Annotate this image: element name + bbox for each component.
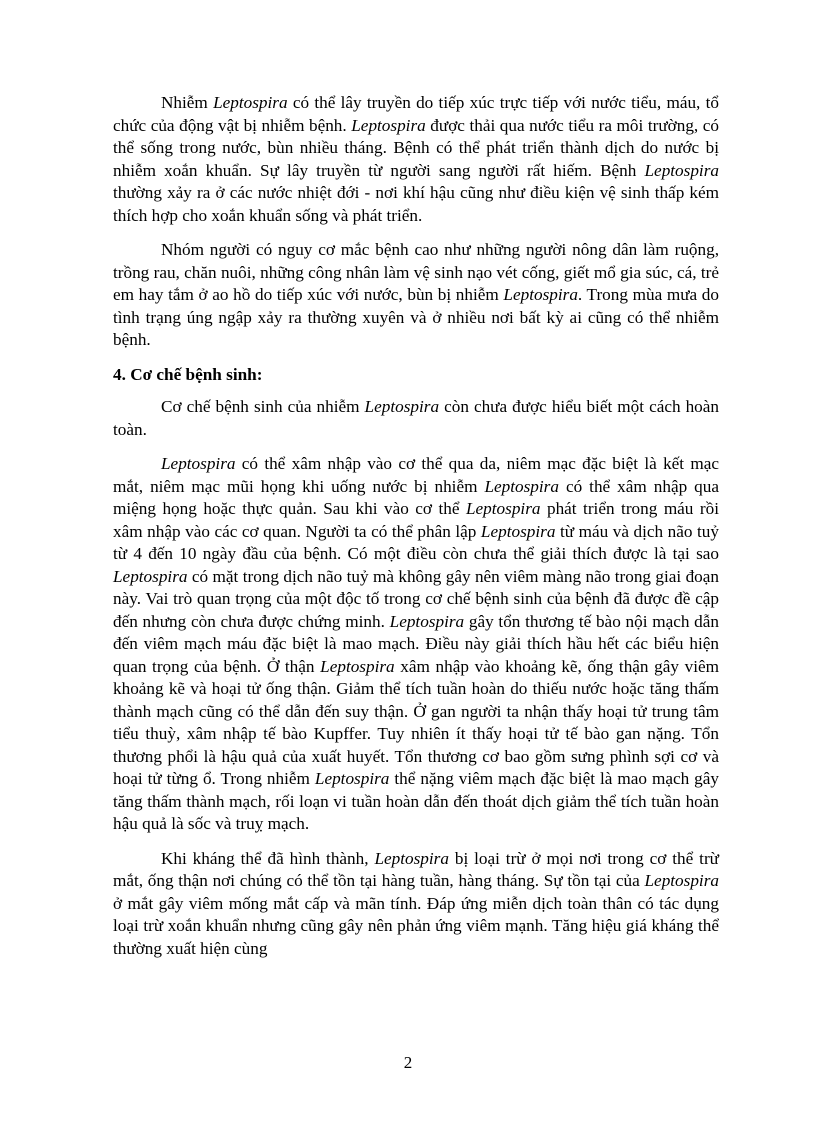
italic-term: Leptospira xyxy=(213,93,288,112)
italic-term: Leptospira xyxy=(374,848,449,868)
text-segment: thường xảy ra ở các nước nhiệt đới - nơi khí hậu cũng như điều kiện vệ sinh thấp kém thích hợp cho xoắn khuẩn sống và phát triển. xyxy=(113,183,719,225)
text-segment: xâm nhập vào khoảng kẽ, ống thận gây viêm khoảng kẽ và hoại tử ống thận. Giảm thể tích tuần hoàn do thiếu nước hoặc tăng thấm thành mạch cũng có thể dẫn đến suy thận. Ở gan người ta nhận thấy hoại tử trung tâm tiểu thuỳ, xâm nhập tế bào Kupffer. Tuy nhiên ít thấy hoại tử tế bào gan nặng. Tổn thương phổi là hậu quả của xuất huyết. Tổn thương cơ bao gồm sưng phình sợi cơ và hoại tử từng ổ. Trong nhiễm xyxy=(113,656,719,788)
text-segment: phát triển trong máu rồi xâm nhập vào các cơ quan. Người ta có thể phân lập xyxy=(113,499,719,541)
text-segment: có thể xâm nhập qua miệng họng hoặc thực quản. Sau khi vào cơ thể xyxy=(113,476,719,518)
paragraph-immune-response xyxy=(113,848,719,961)
text-segment: từ máu và dịch não tuỷ từ 4 đến 10 ngày đầu của bệnh. Có một điều còn chưa thể giải thích được là tại sao xyxy=(113,521,719,563)
italic-term: Leptospira xyxy=(113,566,188,586)
italic-term: Leptospira xyxy=(351,115,426,135)
paragraph-risk-groups xyxy=(113,239,719,352)
text-segment: thể nặng viêm mạch đặc biệt là mao mạch gây tăng thấm thành mạch, rối loạn vi tuần hoàn dẫn đến thoát dịch giảm thể tích tuần hoàn hậu quả là sốc và truỵ mạch. xyxy=(113,769,720,833)
text-segment: Cơ chế bệnh sinh của nhiễm xyxy=(161,397,365,416)
text-segment: 4. Cơ chế bệnh sinh: xyxy=(113,364,263,384)
italic-term: Leptospira xyxy=(644,871,719,890)
document-page xyxy=(113,92,719,972)
text-segment: còn chưa được hiểu biết một cách hoàn toàn. xyxy=(113,397,719,439)
text-segment: Khi kháng thể đã hình thành, xyxy=(161,848,375,868)
italic-term: Leptospira xyxy=(480,521,556,541)
paragraph-transmission xyxy=(113,92,719,227)
paragraph-pathogenesis-mechanism xyxy=(113,453,719,836)
italic-term: Leptospira xyxy=(465,499,541,518)
section-heading-pathogenesis xyxy=(113,364,719,387)
text-segment: được thải qua nước tiểu ra môi trường, có thể sống trong nước, bùn nhiều tháng. Bệnh có thể phát triển thành dịch do nước bị nhiễm xoắn khuẩn. Sự lây truyền từ người sang người rất hiếm. Bệnh xyxy=(113,115,719,180)
text-segment: gây tổn thương tế bào nội mạch dẫn đến viêm mạch máu đặc biệt là mao mạch. Điều này giải thích hầu hết các biểu hiện quan trọng của bệnh. Ở thận xyxy=(113,611,719,676)
text-segment: . Trong mùa mưa do tình trạng úng ngập xảy ra thường xuyên và ở nhiều nơi bất kỳ ai cũng có thể nhiễm bệnh. xyxy=(113,285,719,349)
text-segment: có thể xâm nhập vào cơ thể qua da, niêm mạc đặc biệt là kết mạc mắt, niêm mạc mũi họng khi uống nước bị nhiễm xyxy=(113,454,719,496)
italic-term: Leptospira xyxy=(503,285,578,304)
italic-term: Leptospira xyxy=(389,611,465,631)
text-segment: ở mắt gây viêm mống mắt cấp và mãn tính. Đáp ứng miễn dịch toàn thân có tác dụng loại trừ xoắn khuẩn nhưng cũng gây nên phản ứng viêm mạnh. Tăng hiệu giá kháng thể thường xuất hiện cùng xyxy=(113,893,719,958)
italic-term: Leptospira xyxy=(644,160,719,180)
text-segment: Nhóm người có nguy cơ mắc bệnh cao như những người nông dân làm ruộng, trồng rau, chăn nuôi, những công nhân làm vệ sinh nạo vét cống, giết mổ gia súc, cá, trẻ em hay tắm ở ao hồ do tiếp xúc với nước, bùn bị nhiễm xyxy=(113,240,719,304)
text-segment: Nhiễm xyxy=(161,93,214,112)
page-number: 2 xyxy=(403,1053,413,1072)
text-segment: có mặt trong dịch não tuỷ mà không gây nên viêm màng não trong giai đoạn này. Vai trò quan trọng của một độc tố trong cơ chế bệnh sinh của bệnh đã được đề cập đến nhưng còn chưa được chứng minh. xyxy=(113,566,719,631)
paragraph-pathogenesis-intro xyxy=(113,396,719,441)
text-segment: có thể lây truyền do tiếp xúc trực tiếp với nước tiểu, máu, tổ chức của động vật bị nhiễm bệnh. xyxy=(113,93,720,135)
italic-term: Leptospira xyxy=(161,454,236,473)
italic-term: Leptospira xyxy=(314,769,390,788)
italic-term: Leptospira xyxy=(320,656,395,676)
italic-term: Leptospira xyxy=(484,476,559,496)
italic-term: Leptospira xyxy=(364,397,440,416)
text-segment: bị loại trừ ở mọi nơi trong cơ thể trừ mắt, ống thận nơi chúng có thể tồn tại hàng tuần, hàng tháng. Sự tồn tại của xyxy=(113,848,719,890)
